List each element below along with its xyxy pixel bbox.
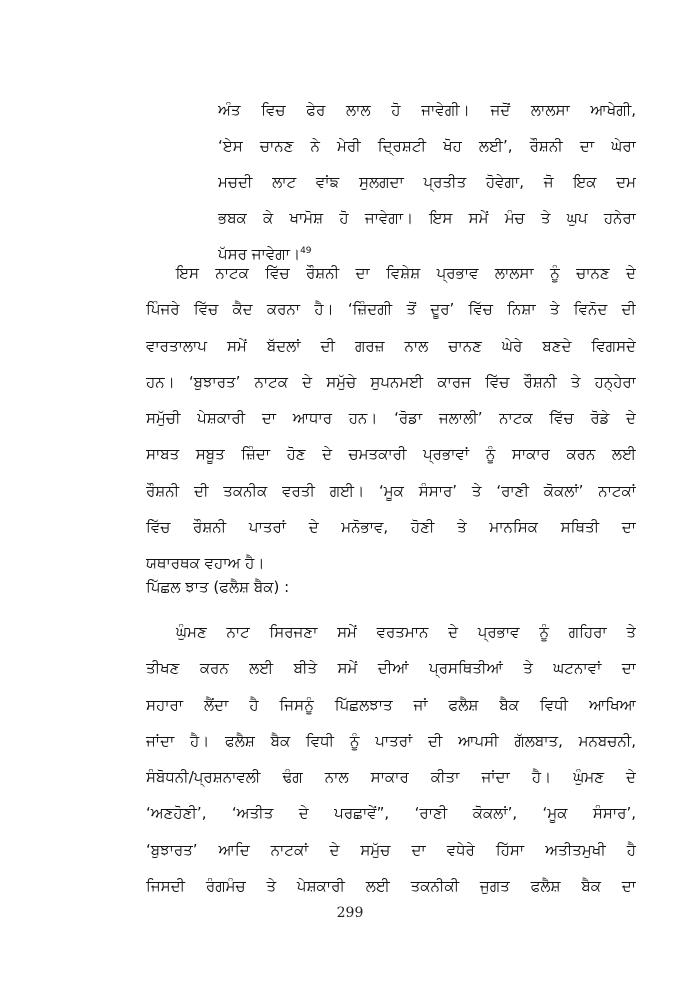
paragraph-line: ਰੌਸ਼ਨੀ ਦੀ ਤਕਨੀਕ ਵਰਤੀ ਗਈ। ‘ਮੂਕ ਸੰਸਾਰ’ ਤੇ ‘ਰਾਣੀ ਕੋਕਲਾਂ’ ਨਾਟਕਾਂ bbox=[146, 481, 636, 500]
paragraph-line: ਜਾਂਦਾ ਹੈ। ਫਲੈਸ਼ ਬੈਕ ਵਿਧੀ ਨੂੰ ਪਾਤਰਾਂ ਦੀ ਆਪਸੀ ਗੱਲਬਾਤ, ਮਨਬਚਨੀ, bbox=[146, 731, 636, 750]
paragraph-line: ਸਹਾਰਾ ਲੈਂਦਾ ਹੈ ਜਿਸਨੂੰ ਪਿੱਛਲਝਾਤ ਜਾਂ ਫਲੈਸ਼ ਬੈਕ ਵਿਧੀ ਆਖਿਆ bbox=[146, 695, 636, 714]
paragraph-line: ‘ਅਣਹੋਣੀ’, ‘ਅਤੀਤ ਦੇ ਪਰਛਾਵੇਂ”, ‘ਰਾਣੀ ਕੋਕਲਾਂ’, ‘ਮੂਕ ਸੰਸਾਰ’, bbox=[146, 804, 636, 823]
paragraph-line: ਵਿੱਚ ਰੌਸ਼ਨੀ ਪਾਤਰਾਂ ਦੇ ਮਨੋਭਾਵ, ਹੋਣੀ ਤੇ ਮਾਨਸਿਕ ਸਥਿਤੀ ਦਾ bbox=[146, 518, 636, 537]
paragraph-flashback bbox=[146, 614, 636, 904]
paragraph-line: ਪਿੰਜਰੇ ਵਿੱਚ ਕੈਦ ਕਰਨਾ ਹੈ। ‘ਜ਼ਿੰਦਗੀ ਤੋਂ ਦੂਰ’ ਵਿੱਚ ਨਿਸ਼ਾ ਤੇ ਵਿਨੋਦ ਦੀ bbox=[146, 300, 636, 319]
paragraph-line: ਵਾਰਤਾਲਾਪ ਸਮੇਂ ਬੱਦਲਾਂ ਦੀ ਗਰਜ਼ ਨਾਲ ਚਾਨਣ ਘੇਰੇ ਬਣਦੇ ਵਿਗਸਦੇ bbox=[146, 336, 636, 355]
paragraph-lighting bbox=[146, 255, 636, 582]
page-number: 299 bbox=[336, 905, 364, 921]
section-heading: ਪਿੱਛਲ ਝਾਤ (ਫਲੈਸ਼ ਬੈਕ) : bbox=[146, 578, 290, 596]
paragraph-line: ਸਮੁੱਚੀ ਪੇਸ਼ਕਾਰੀ ਦਾ ਆਧਾਰ ਹਨ। ‘ਰੋਡਾ ਜਲਾਲੀ’ ਨਾਟਕ ਵਿੱਚ ਰੋਡੇ ਦੇ bbox=[146, 409, 636, 428]
quote-line: ਅੰਤ ਵਿਚ ਫੇਰ ਲਾਲ ਹੋ ਜਾਵੇਗੀ। ਜਦੋਂ ਲਾਲਸਾ ਆਖੇਗੀ, bbox=[218, 101, 636, 119]
footnote-marker: 49 bbox=[300, 246, 312, 256]
paragraph-line: ਇਸ ਨਾਟਕ ਵਿੱਚ ਰੌਸ਼ਨੀ ਦਾ ਵਿਸ਼ੇਸ਼ ਪ੍ਰਭਾਵ ਲਾਲਸਾ ਨੂੰ ਚਾਨਣ ਦੇ bbox=[176, 264, 636, 282]
paragraph-line: ਹਨ। ‘ਬੁਝਾਰਤ’ ਨਾਟਕ ਦੇ ਸਮੁੱਚੇ ਸੁਪਨਮਈ ਕਾਰਜ ਵਿੱਚ ਰੌਸ਼ਨੀ ਤੇ ਹਨ੍ਹੇਰਾ bbox=[146, 372, 636, 391]
paragraph-line: ਯਥਾਰਥਕ ਵਹਾਅ ਹੈ। bbox=[146, 554, 265, 573]
quote-line-text: ਪੱਸਰ ਜਾਵੇਗਾ। bbox=[218, 245, 301, 263]
block-quote bbox=[218, 92, 636, 272]
quote-line: ‘ਏਸ ਚਾਨਣ ਨੇ ਮੇਰੀ ਦ੍ਰਿਸ਼ਟੀ ਖੋਹ ਲਈ’, ਰੌਸ਼ਨੀ ਦਾ ਘੇਰਾ bbox=[218, 137, 636, 155]
quote-line: ਮਚਦੀ ਲਾਟ ਵਾਂਙ ਸੁਲਗਦਾ ਪ੍ਰਤੀਤ ਹੋਵੇਗਾ, ਜੋ ਇਕ ਦਮ bbox=[218, 173, 636, 191]
paragraph-line: ਸਾਬਤ ਸਬੂਤ ਜ਼ਿੰਦਾ ਹੋਣ ਦੇ ਚਮਤਕਾਰੀ ਪ੍ਰਭਾਵਾਂ ਨੂੰ ਸਾਕਾਰ ਕਰਨ ਲਈ bbox=[146, 445, 636, 464]
paragraph-line: ਸੰਬੋਧਨੀ/ਪ੍ਰਸ਼ਨਾਵਲੀ ਢੰਗ ਨਾਲ ਸਾਕਾਰ ਕੀਤਾ ਜਾਂਦਾ ਹੈ। ਘੁੰਮਣ ਦੇ bbox=[146, 768, 636, 787]
quote-line: ਭਬਕ ਕੇ ਖਾਮੋਸ਼ ਹੋ ਜਾਵੇਗਾ। ਇਸ ਸਮੇਂ ਮੰਚ ਤੇ ਘੁਪ ਹਨੇਰਾ bbox=[218, 209, 636, 227]
paragraph-line: ਤੀਖਣ ਕਰਨ ਲਈ ਬੀਤੇ ਸਮੇਂ ਦੀਆਂ ਪ੍ਰਸਥਿਤੀਆਂ ਤੇ ਘਟਨਾਵਾਂ ਦਾ bbox=[146, 659, 636, 678]
paragraph-line: ਘੁੰਮਣ ਨਾਟ ਸਿਰਜਣਾ ਸਮੇਂ ਵਰਤਮਾਨ ਦੇ ਪ੍ਰਭਾਵ ਨੂੰ ਗਹਿਰਾ ਤੇ bbox=[176, 623, 636, 641]
paragraph-line: ‘ਬੁਝਾਰਤ’ ਆਦਿ ਨਾਟਕਾਂ ਦੇ ਸਮੁੱਚ ਦਾ ਵਧੇਰੇ ਹਿੱਸਾ ਅਤੀਤਮੁਖੀ ਹੈ bbox=[146, 840, 636, 859]
paragraph-line: ਜਿਸਦੀ ਰੰਗਮੰਚ ਤੇ ਪੇਸ਼ਕਾਰੀ ਲਈ ਤਕਨੀਕੀ ਜੁਗਤ ਫਲੈਸ਼ ਬੈਕ ਦਾ bbox=[146, 877, 636, 896]
